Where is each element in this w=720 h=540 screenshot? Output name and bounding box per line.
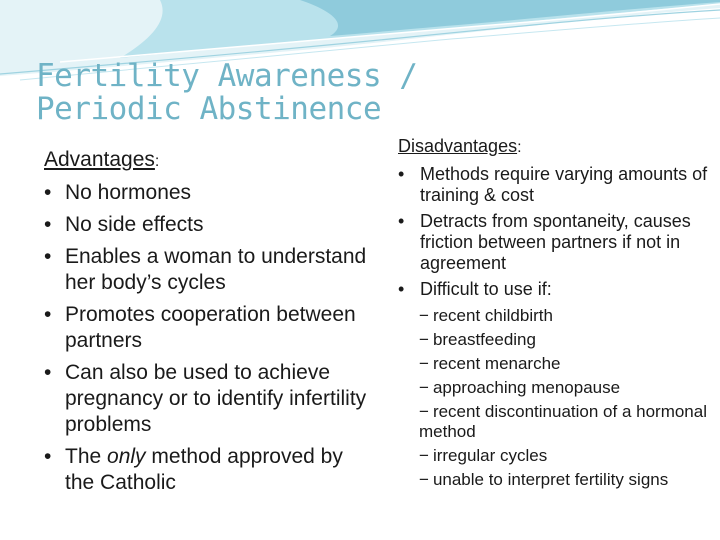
advantage-item bbox=[44, 212, 374, 238]
advantages-heading: Advantages bbox=[44, 148, 155, 171]
dash-icon: − bbox=[419, 402, 429, 421]
sub-item-text: breastfeeding bbox=[432, 330, 536, 349]
difficulty-sublist bbox=[398, 306, 718, 490]
advantage-item bbox=[44, 302, 374, 354]
advantage-text: Promotes cooperation between partners bbox=[65, 303, 356, 352]
advantage-text-prefix: The bbox=[65, 445, 108, 468]
sub-item-text: recent menarche bbox=[432, 354, 561, 373]
disadvantage-text: Methods require varying amounts of training & cost bbox=[420, 164, 708, 205]
advantages-heading-row bbox=[44, 146, 374, 174]
advantages-heading-colon: : bbox=[154, 153, 160, 170]
disadvantage-item bbox=[398, 211, 718, 274]
dash-icon: − bbox=[419, 470, 429, 489]
disadvantages-heading: Disadvantages bbox=[398, 136, 518, 156]
sub-list-item bbox=[419, 446, 718, 466]
bullet-icon: • bbox=[398, 164, 405, 184]
disadvantages-column bbox=[398, 133, 718, 494]
advantage-text: Can also be used to achieve pregnancy or to identify infertility problems bbox=[65, 361, 367, 436]
dash-icon: − bbox=[419, 378, 429, 397]
dash-icon: − bbox=[419, 354, 429, 373]
slide-title bbox=[36, 60, 436, 126]
dash-icon: − bbox=[419, 446, 429, 465]
wave-band-dark bbox=[300, 0, 720, 36]
bullet-icon: • bbox=[398, 279, 405, 299]
disadvantage-item bbox=[398, 164, 718, 206]
bullet-icon: • bbox=[44, 213, 52, 236]
sub-list-item bbox=[419, 306, 718, 326]
dash-icon: − bbox=[419, 330, 429, 349]
bullet-icon: • bbox=[44, 181, 52, 204]
bullet-icon: • bbox=[44, 245, 52, 268]
sub-item-text: irregular cycles bbox=[432, 446, 548, 465]
sub-item-text: recent childbirth bbox=[432, 306, 553, 325]
sub-item-text: recent discontinuation of a hormonal method bbox=[419, 402, 707, 441]
sub-list-item bbox=[419, 470, 718, 490]
slide-title-line-1: Fertility Awareness / bbox=[36, 58, 418, 94]
advantage-text-emphasis: only bbox=[107, 445, 146, 468]
disadvantage-item bbox=[398, 279, 718, 300]
advantages-column bbox=[44, 146, 374, 496]
disadvantage-text: Detracts from spontaneity, causes friction between partners if not in agreement bbox=[420, 211, 691, 273]
sub-list-item bbox=[419, 378, 718, 398]
advantage-item bbox=[44, 360, 374, 438]
advantage-text-suffix: method approved by the Catholic bbox=[65, 445, 343, 494]
advantage-item bbox=[44, 180, 374, 206]
disadvantages-heading-row bbox=[398, 133, 718, 159]
bullet-icon: • bbox=[44, 361, 52, 384]
sub-list-item bbox=[419, 402, 718, 442]
bullet-icon: • bbox=[44, 445, 52, 468]
slide-title-line-2: Periodic Abstinence bbox=[36, 91, 382, 127]
sub-list-item bbox=[419, 354, 718, 374]
advantage-text: No side effects bbox=[65, 213, 204, 236]
advantage-text: Enables a woman to understand her body’s cycles bbox=[65, 245, 367, 294]
advantage-item bbox=[44, 244, 374, 296]
sub-item-text: approaching menopause bbox=[432, 378, 621, 397]
disadvantage-text: Difficult to use if: bbox=[420, 279, 552, 299]
sub-item-text: unable to interpret fertility signs bbox=[432, 470, 669, 489]
bullet-icon: • bbox=[44, 303, 52, 326]
advantage-text: No hormones bbox=[65, 181, 192, 204]
disadvantages-heading-colon: : bbox=[517, 139, 522, 156]
advantage-item-last bbox=[44, 444, 374, 496]
bullet-icon: • bbox=[398, 211, 405, 231]
dash-icon: − bbox=[419, 306, 429, 325]
sub-list-item bbox=[419, 330, 718, 350]
